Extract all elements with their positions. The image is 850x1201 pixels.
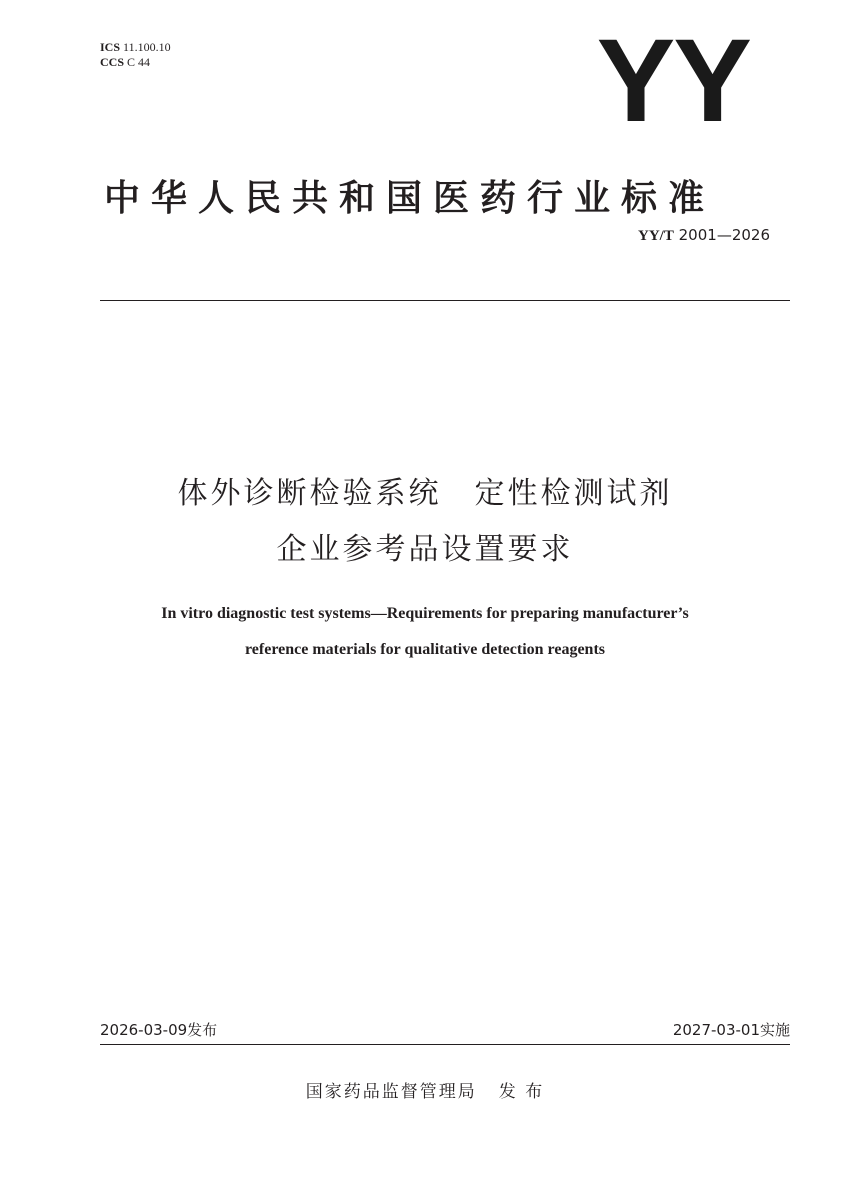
implementation-date: 2027-03-01实施 <box>672 1021 790 1039</box>
issue-date: 2026-03-09发布 <box>100 1021 218 1039</box>
ccs-code: CCS C 44 <box>100 55 151 69</box>
issuer-name: 国家药品监督管理局 <box>305 1082 477 1102</box>
standard-number-prefix: YY/T <box>638 228 674 244</box>
ics-code: ICS 11.100.10 <box>100 40 171 54</box>
standard-number-value: 2001—2026 <box>678 226 770 244</box>
standard-number <box>638 226 770 245</box>
issuer-action: 发 布 <box>498 1082 545 1102</box>
classification-codes <box>100 40 171 70</box>
header-divider <box>100 300 790 301</box>
standard-category-title: 中华人民共和国医药行业标准 <box>104 178 716 219</box>
issuer <box>0 1077 850 1102</box>
english-title-line1: In vitro diagnostic test systems—Requirements for preparing manufacturer’s <box>161 605 689 622</box>
standard-logo: YY <box>596 15 750 147</box>
chinese-title-line1: 体外诊断检验系统 定性检测试剂 <box>177 476 673 511</box>
english-title-line2: reference materials for qualitative detection reagents <box>244 641 606 658</box>
chinese-title-line2: 企业参考品设置要求 <box>276 532 574 567</box>
footer-divider <box>100 1044 790 1045</box>
